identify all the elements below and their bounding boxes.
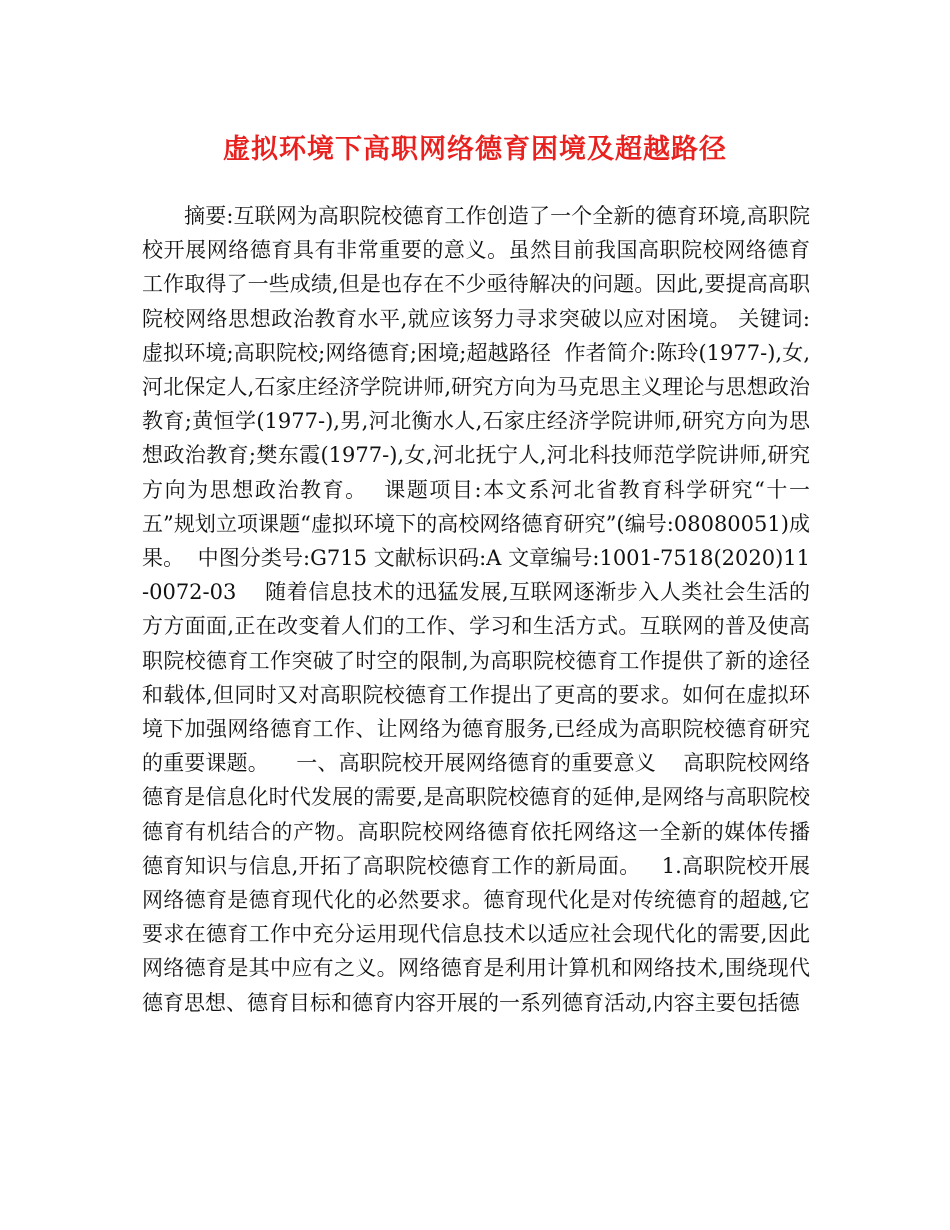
body-paragraph-text: 摘要:互联网为高职院校德育工作创造了一个全新的德育环境,高职院校开展网络德育具有非常重要的意义。虽然目前我国高职院校网络德育工作取得了一些成绩,但是也存在不少亟待解决的问题。因此,要提高高职院校网络思想政治教育水平,就应该努力寻求突破以应对困境。 关键词:虚拟环境;高职院校;网络德育;困境;超越路径 作者简介:陈玲(1977-),女,河北保定人,石家庄经济学院讲师,研究方向为马克思主义理论与思想政治教育;黄恒学(1977-),男,河北衡水人,石家庄经济学院讲师,研究方向为思想政治教育;樊东霞(1977-),女,河北抚宁人,河北科技师范学院讲师,研究方向为思想政治教育。 课题项目:本文系河北省教育科学研究“十一五”规划立项课题“虚拟环境下的高校网络德育研究”(编号:08080051)成果。 中图分类号:G715 文献标识码:A 文章编号:1001-7518(2020)11-0072-03 随着信息技术的迅猛发展,互联网逐渐步入人类社会生活的方方面面,正在改变着人们的工作、学习和生活方式。互联网的普及使高职院校德育工作突破了时空的限制,为高职院校德育工作提供了新的途径和载体,但同时又对高职院校德育工作提出了更高的要求。如何在虚拟环境下加强网络德育工作、让网络为德育服务,已经成为高职院校德育研究的重要课题。 一、高职院校开展网络德育的重要意义 高职院校网络德育是信息化时代发展的需要,是高职院校德育的延伸,是网络与高职院校德育有机结合的产物。高职院校网络德育依托网络这一全新的媒体传播德育知识与信息,开拓了高职院校德育工作的新局面。 1.高职院校开展网络德育是德育现代化的必然要求。德育现代化是对传统德育的超越,它要求在德育工作中充分运用现代信息技术以适应社会现代化的需要,因此网络德育是其中应有之义。网络德育是利用计算机和网络技术,围绕现代德育思想、德育目标和德育内容开展的一系列德育活动,内容主要包括德 xyxy=(142,204,810,1015)
document-title: 虚拟环境下高职网络德育困境及超越路径 xyxy=(223,134,727,165)
body-paragraph xyxy=(142,199,810,1020)
